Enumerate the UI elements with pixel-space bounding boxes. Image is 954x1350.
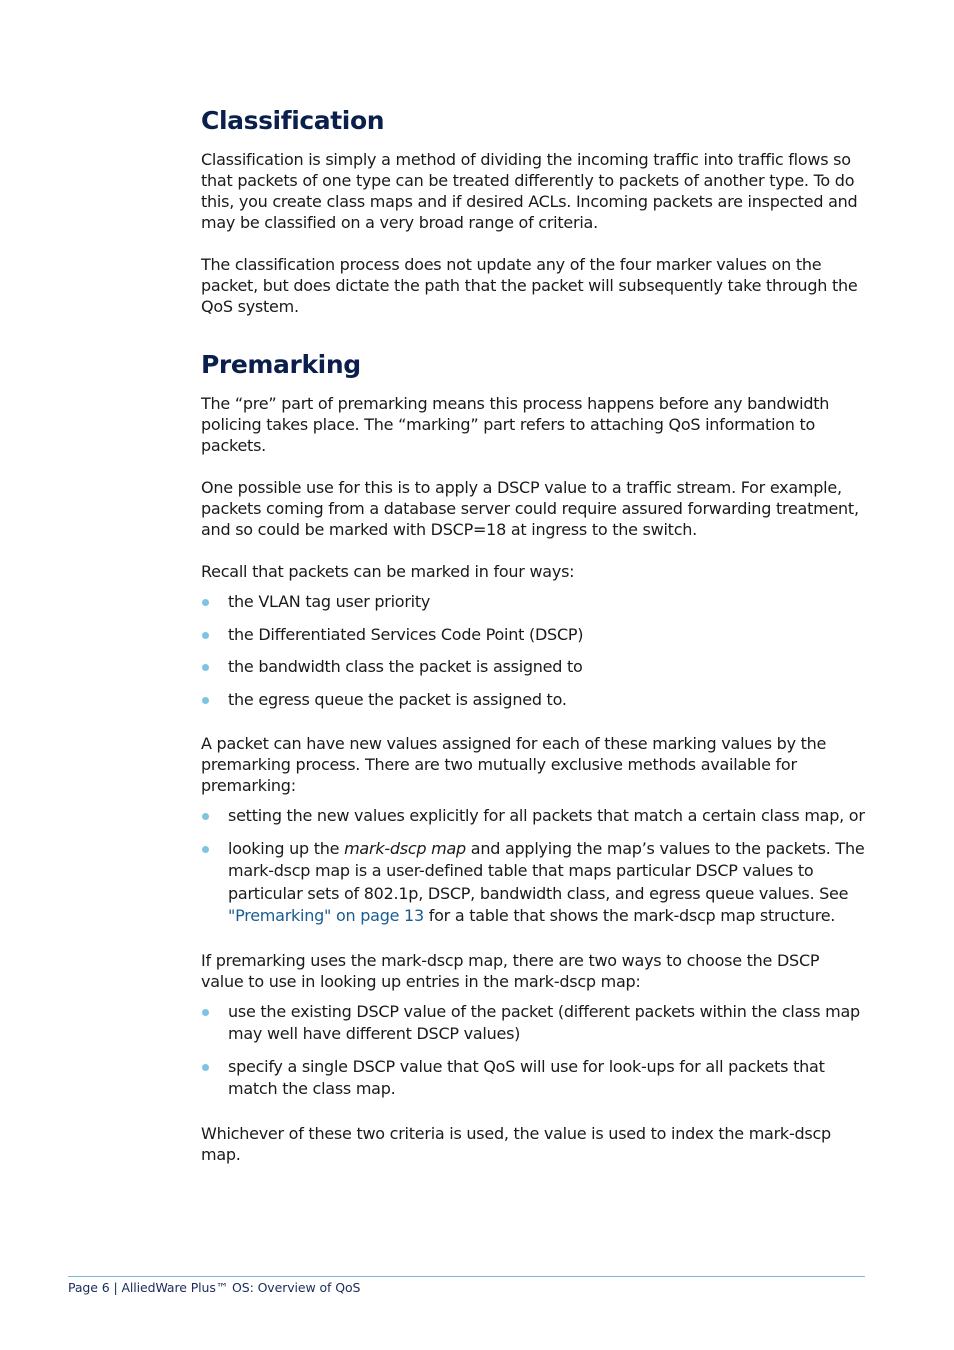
list-item xyxy=(201,656,866,679)
list-item-text: use the existing DSCP value of the packet (different packets within the class map may well have different DSCP values) xyxy=(228,1001,860,1043)
bullet-icon xyxy=(202,846,209,853)
bullet-icon xyxy=(202,697,209,704)
premarking-methods-list xyxy=(201,805,866,928)
list-item-text-prefix: looking up the xyxy=(228,838,345,858)
bullet-icon xyxy=(202,599,209,606)
marking-ways-list xyxy=(201,591,866,711)
page-footer: Page 6 | AlliedWare Plus™ OS: Overview of QoS xyxy=(68,1280,361,1295)
list-item xyxy=(201,591,866,614)
list-item-text: the VLAN tag user priority xyxy=(228,592,431,611)
list-item-text: specify a single DSCP value that QoS will use for look-ups for all packets that match the class map. xyxy=(228,1056,825,1098)
premarking-paragraph-1: The “pre” part of premarking means this process happens before any bandwidth policing takes place. The “marking” part refers to attaching QoS information to packets. xyxy=(201,394,830,455)
bullet-icon xyxy=(202,813,209,820)
premarking-heading: Premarking xyxy=(201,350,361,379)
list-item xyxy=(201,624,866,647)
premarking-methods-intro: A packet can have new values assigned for each of these marking values by the premarking process. There are two mutually exclusive methods available for premarking: xyxy=(201,734,827,795)
list-item-text-middle: and applying the map’s values to the packets. The mark-dscp map is a user-defined table that maps particular DSCP values to particular sets of 802.1p, DSCP, bandwidth class, and egress queue values. See xyxy=(228,838,865,903)
list-item-text: the bandwidth class the packet is assigned to xyxy=(228,657,583,676)
premarking-page-link[interactable]: "Premarking" on page 13 xyxy=(228,906,424,925)
classification-paragraph-1: Classification is simply a method of dividing the incoming traffic into traffic flows so that packets of one type can be treated differently to packets of another type. To do this, you create class maps and if desired ACLs. Incoming packets are inspected and may be classified on a very broad range of criteria. xyxy=(201,150,858,232)
page-content xyxy=(201,104,866,1186)
list-item xyxy=(201,838,866,928)
list-item-text: setting the new values explicitly for all packets that match a certain class map, or xyxy=(228,806,865,825)
premarking-paragraph-2: One possible use for this is to apply a DSCP value to a traffic stream. For example, packets coming from a database server could require assured forwarding treatment, and so could be marked with DSCP=18 at ingress to the switch. xyxy=(201,478,859,539)
classification-heading: Classification xyxy=(201,106,385,135)
dscp-choice-list xyxy=(201,1001,866,1101)
bullet-icon xyxy=(202,1064,209,1071)
premarking-paragraph-3: Recall that packets can be marked in four ways: xyxy=(201,562,575,581)
bullet-icon xyxy=(202,664,209,671)
closing-paragraph: Whichever of these two criteria is used, the value is used to index the mark-dscp map. xyxy=(201,1123,831,1164)
list-item xyxy=(201,1001,866,1046)
classification-paragraph-2: The classification process does not update any of the four marker values on the packet, but does dictate the path that the packet will subsequently take through the QoS system. xyxy=(201,255,858,316)
section-spacer xyxy=(201,338,866,348)
list-item xyxy=(201,805,866,828)
list-item-text: the Differentiated Services Code Point (DSCP) xyxy=(228,624,584,644)
list-item xyxy=(201,1056,866,1101)
bullet-icon xyxy=(202,632,209,639)
dscp-choice-intro: If premarking uses the mark-dscp map, there are two ways to choose the DSCP value to use in looking up entries in the mark-dscp map: xyxy=(201,950,820,991)
bullet-icon xyxy=(202,1009,209,1016)
list-item-text-suffix: for a table that shows the mark-dscp map structure. xyxy=(423,906,836,925)
list-item xyxy=(201,689,866,712)
mark-dscp-map-term: mark-dscp map xyxy=(344,838,466,858)
footer-divider xyxy=(68,1276,865,1277)
list-item-text: the egress queue the packet is assigned to. xyxy=(228,689,567,709)
